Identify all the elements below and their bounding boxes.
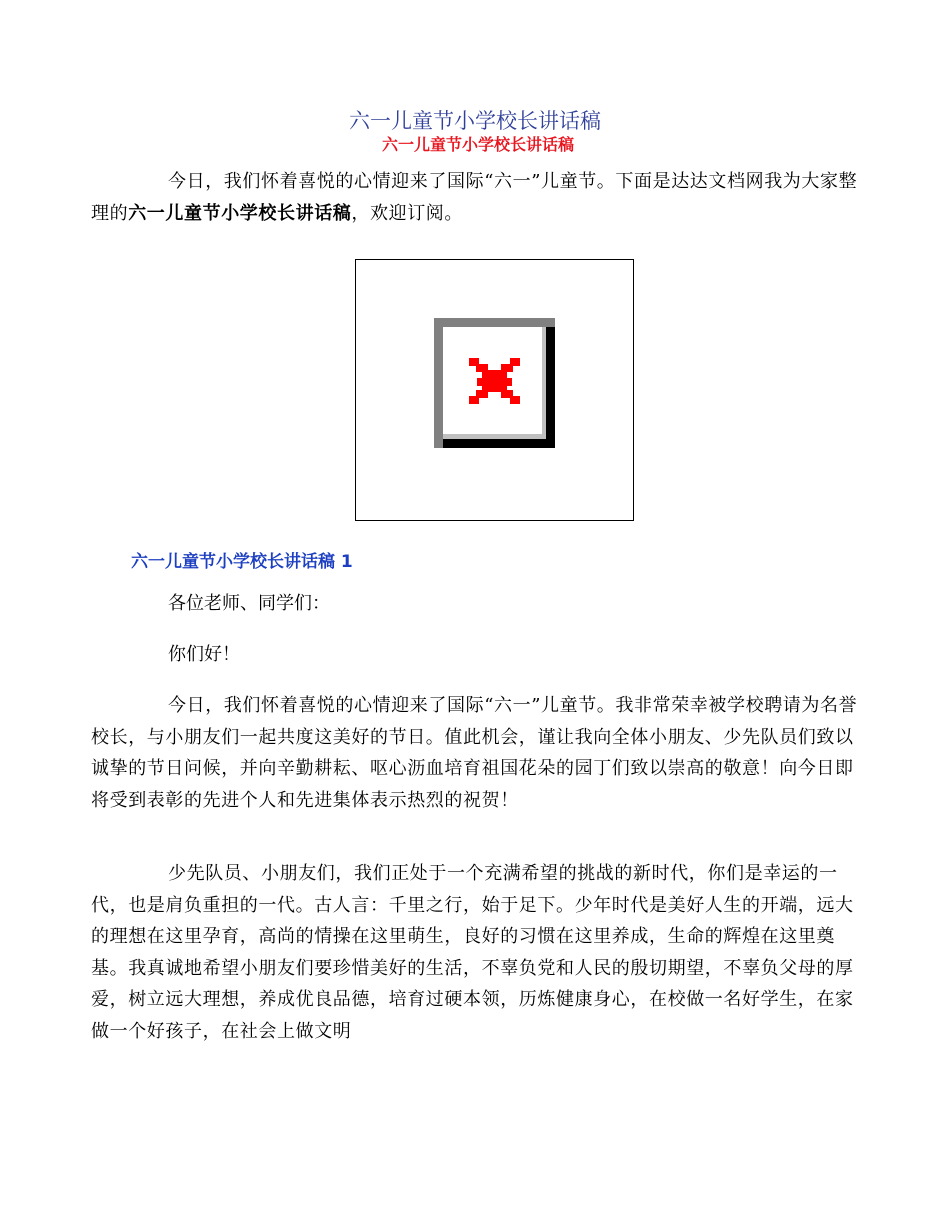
body-paragraph: 少先队员、小朋友们，我们正处于一个充满希望的挑战的新时代，你们是幸运的一代，也是肩负重担的一代。古人言：千里之行，始于足下。少年时代是美好人生的开端，远大的理想在这里孕育，高尚的情操在这里萌生，良好的习惯在这里养成，生命的辉煌在这里奠基。我真诚地希望小朋友们要珍惜美好的生活，不辜负党和人民的殷切期望，不辜负父母的厚爱，树立远大理想，养成优良品德，培育过硬本领，历炼健康身心，在校做一名好学生，在家做一个好孩子，在社会上做文明 [91, 863, 854, 1042]
intro-text: 今日，我们怀着喜悦的心情迎来了国际“六一”儿童节。下面是达达文档网我为大家整理的 [91, 171, 858, 224]
broken-image-icon [434, 318, 555, 448]
intro-bold-title: 六一儿童节小学校长讲话稿 [128, 202, 352, 224]
intro-text-end: ，欢迎订阅。 [351, 202, 464, 224]
salutation: 各位老师、同学们： [168, 593, 330, 614]
section-heading: 六一儿童节小学校长讲话稿 1 [131, 552, 353, 572]
document-title: 六一儿童节小学校长讲话稿 [349, 109, 601, 133]
document-subtitle: 六一儿童节小学校长讲话稿 [382, 135, 575, 154]
image-placeholder [355, 259, 634, 521]
intro-paragraph [91, 166, 861, 229]
body-paragraph: 今日，我们怀着喜悦的心情迎来了国际“六一”儿童节。我非常荣幸被学校聘请为名誉校长，与小朋友们一起共度这美好的节日。值此机会，谨让我向全体小朋友、少先队员们致以诚挚的节日问候，并向辛勤耕耘、呕心沥血培育祖国花朵的园丁们致以崇高的敬意！向今日即将受到表彰的先进个人和先进集体表示热烈的祝贺！ [91, 695, 858, 811]
greeting-line: 你们好！ [168, 644, 240, 665]
